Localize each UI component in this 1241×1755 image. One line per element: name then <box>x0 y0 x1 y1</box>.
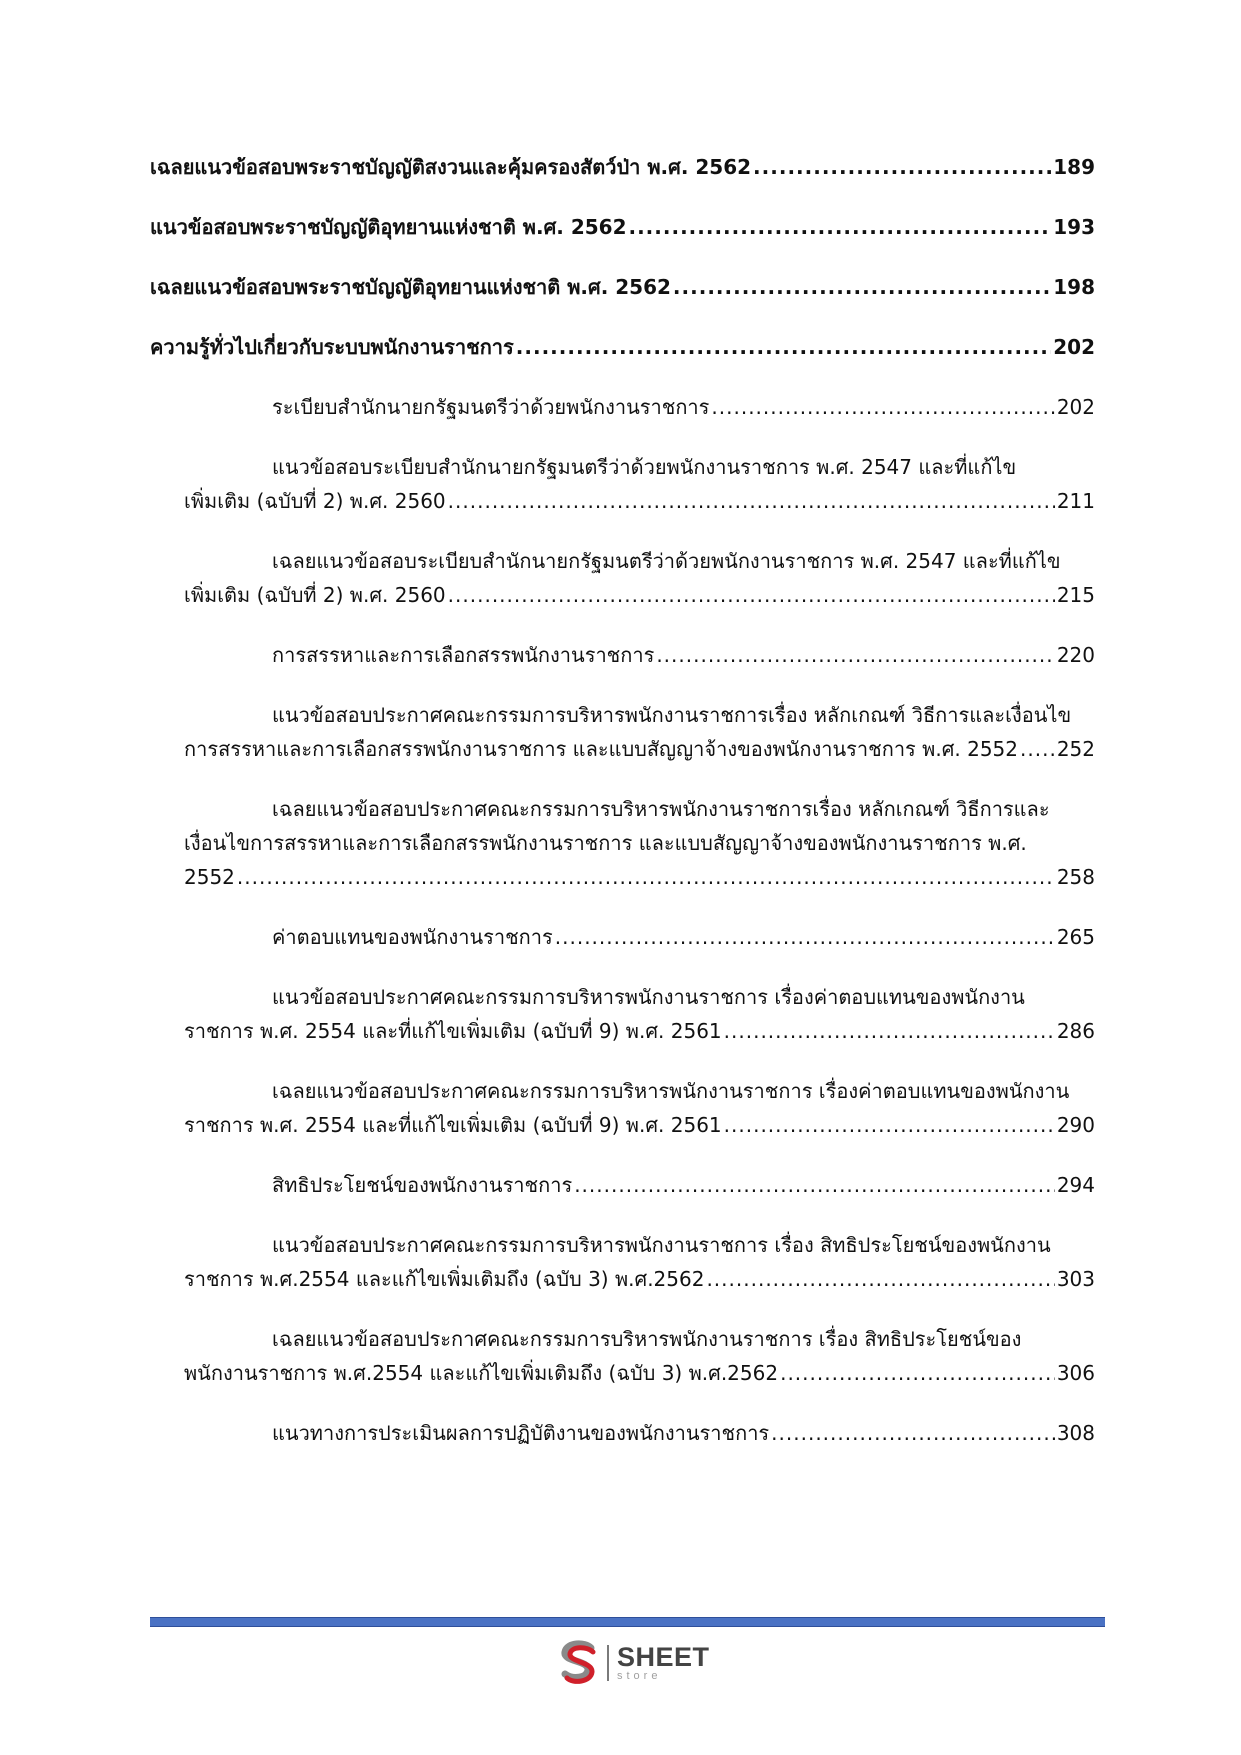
sub-entries <box>150 390 1095 1450</box>
toc-entry-line: แนวข้อสอบประกาศคณะกรรมการบริหารพนักงานราชการ เรื่อง สิทธิประโยชน์ของพนักงาน <box>272 1233 1051 1257</box>
toc-page-number: 290 <box>1056 1113 1095 1137</box>
toc-page-number: 258 <box>1056 865 1095 889</box>
dot-leader <box>673 270 1051 304</box>
toc-entry-line: แนวข้อสอบประกาศคณะกรรมการบริหารพนักงานราชการ เรื่องค่าตอบแทนของพนักงาน <box>272 985 1025 1009</box>
toc-entry-line: เฉลยแนวข้อสอบประกาศคณะกรรมการบริหารพนักงานราชการ เรื่อง สิทธิประโยชน์ของ <box>272 1327 1022 1351</box>
toc-entry[interactable] <box>150 270 1095 304</box>
toc-entry-line: แนวข้อสอบระเบียบสำนักนายกรัฐมนตรีว่าด้วยพนักงานราชการ พ.ศ. 2547 และที่แก้ไข <box>272 455 1017 479</box>
toc-page-number: 198 <box>1053 275 1095 299</box>
dot-leader <box>516 330 1051 364</box>
toc-entry-title: สิทธิประโยชน์ของพนักงานราชการ <box>272 1173 573 1197</box>
toc-page-number: 220 <box>1056 643 1095 667</box>
dot-leader <box>448 578 1055 612</box>
toc-page-number: 308 <box>1056 1421 1095 1445</box>
main-entries <box>150 150 1095 364</box>
logo-separator <box>607 1645 609 1681</box>
table-of-contents <box>150 150 1095 1476</box>
dot-leader <box>771 1416 1055 1450</box>
toc-entry-title: เพิ่มเติม (ฉบับที่ 2) พ.ศ. 2560 <box>184 583 446 607</box>
toc-page-number: 252 <box>1056 737 1095 761</box>
toc-subentry[interactable] <box>150 544 1095 612</box>
sheet-store-logo <box>557 1638 727 1688</box>
toc-page-number: 215 <box>1056 583 1095 607</box>
toc-page-number: 303 <box>1056 1267 1095 1291</box>
toc-page-number: 202 <box>1056 395 1095 419</box>
toc-page-number: 193 <box>1053 215 1095 239</box>
dot-leader <box>780 1356 1055 1390</box>
toc-entry-title: พนักงานราชการ พ.ศ.2554 และแก้ไขเพิ่มเติมถึง (ฉบับ 3) พ.ศ.2562 <box>184 1361 779 1385</box>
dot-leader <box>1020 732 1055 766</box>
toc-entry-title: เฉลยแนวข้อสอบพระราชบัญญัติสงวนและคุ้มครองสัตว์ป่า พ.ศ. 2562 <box>150 155 752 179</box>
toc-page-number: 211 <box>1056 489 1095 513</box>
toc-entry-title: เฉลยแนวข้อสอบพระราชบัญญัติอุทยานแห่งชาติ พ.ศ. 2562 <box>150 275 671 299</box>
logo-subword: store <box>617 1670 662 1682</box>
toc-entry-title: แนวทางการประเมินผลการปฏิบัติงานของพนักงานราชการ <box>272 1421 770 1445</box>
toc-entry-line: แนวข้อสอบประกาศคณะกรรมการบริหารพนักงานราชการเรื่อง หลักเกณฑ์ วิธีการและเงื่อนไข <box>272 703 1072 727</box>
toc-entry-title: ราชการ พ.ศ. 2554 และที่แก้ไขเพิ่มเติม (ฉบับที่ 9) พ.ศ. 2561 <box>184 1113 722 1137</box>
dot-leader <box>448 484 1055 518</box>
footer-rule <box>150 1617 1105 1627</box>
logo-wordmark: SHEET <box>617 1642 710 1672</box>
dot-leader <box>237 860 1055 894</box>
toc-subentry[interactable] <box>150 792 1095 894</box>
toc-subentry[interactable] <box>150 638 1095 672</box>
toc-entry-title: ราชการ พ.ศ.2554 และแก้ไขเพิ่มเติมถึง (ฉบับ 3) พ.ศ.2562 <box>184 1267 705 1291</box>
dot-leader <box>574 1168 1055 1202</box>
toc-entry-line: เฉลยแนวข้อสอบระเบียบสำนักนายกรัฐมนตรีว่าด้วยพนักงานราชการ พ.ศ. 2547 และที่แก้ไข <box>272 549 1061 573</box>
toc-entry[interactable] <box>150 210 1095 244</box>
toc-page-number: 189 <box>1053 155 1095 179</box>
toc-entry-title: การสรรหาและการเลือกสรรพนักงานราชการ <box>272 643 655 667</box>
toc-subentry[interactable] <box>150 980 1095 1048</box>
sheet-store-logo-icon <box>557 1640 601 1686</box>
toc-subentry[interactable] <box>150 698 1095 766</box>
toc-entry-title: ระเบียบสำนักนายกรัฐมนตรีว่าด้วยพนักงานราชการ <box>272 395 710 419</box>
toc-page-number: 202 <box>1053 335 1095 359</box>
toc-entry-title: 2552 <box>184 865 235 889</box>
dot-leader <box>706 1262 1054 1296</box>
toc-page-number: 286 <box>1056 1019 1095 1043</box>
toc-entry-line: เงื่อนไขการสรรหาและการเลือกสรรพนักงานราชการ และแบบสัญญาจ้างของพนักงานราชการ พ.ศ. <box>184 831 1027 855</box>
toc-subentry[interactable] <box>150 1416 1095 1450</box>
toc-page-number: 306 <box>1056 1361 1095 1385</box>
toc-entry-line: เฉลยแนวข้อสอบประกาศคณะกรรมการบริหารพนักงานราชการเรื่อง หลักเกณฑ์ วิธีการและ <box>272 797 1050 821</box>
dot-leader <box>724 1014 1055 1048</box>
dot-leader <box>628 210 1051 244</box>
toc-entry-title: การสรรหาและการเลือกสรรพนักงานราชการ และแบบสัญญาจ้างของพนักงานราชการ พ.ศ. 2552 <box>184 737 1019 761</box>
toc-subentry[interactable] <box>150 1322 1095 1390</box>
toc-entry-line: เฉลยแนวข้อสอบประกาศคณะกรรมการบริหารพนักงานราชการ เรื่องค่าตอบแทนของพนักงาน <box>272 1079 1070 1103</box>
toc-page-number: 294 <box>1056 1173 1095 1197</box>
dot-leader <box>711 390 1054 424</box>
toc-subentry[interactable] <box>150 450 1095 518</box>
dot-leader <box>656 638 1054 672</box>
toc-subentry[interactable] <box>150 390 1095 424</box>
toc-entry-title: ความรู้ทั่วไปเกี่ยวกับระบบพนักงานราชการ <box>150 335 514 359</box>
toc-entry-title: ค่าตอบแทนของพนักงานราชการ <box>272 925 553 949</box>
dot-leader <box>753 150 1051 184</box>
toc-subentry[interactable] <box>150 920 1095 954</box>
toc-entry-title: เพิ่มเติม (ฉบับที่ 2) พ.ศ. 2560 <box>184 489 446 513</box>
toc-page-number: 265 <box>1056 925 1095 949</box>
toc-entry[interactable] <box>150 150 1095 184</box>
toc-entry-title: แนวข้อสอบพระราชบัญญัติอุทยานแห่งชาติ พ.ศ. 2562 <box>150 215 627 239</box>
toc-entry-title: ราชการ พ.ศ. 2554 และที่แก้ไขเพิ่มเติม (ฉบับที่ 9) พ.ศ. 2561 <box>184 1019 722 1043</box>
toc-entry[interactable] <box>150 330 1095 364</box>
dot-leader <box>555 920 1055 954</box>
toc-subentry[interactable] <box>150 1168 1095 1202</box>
toc-subentry[interactable] <box>150 1228 1095 1296</box>
dot-leader <box>724 1108 1055 1142</box>
toc-subentry[interactable] <box>150 1074 1095 1142</box>
